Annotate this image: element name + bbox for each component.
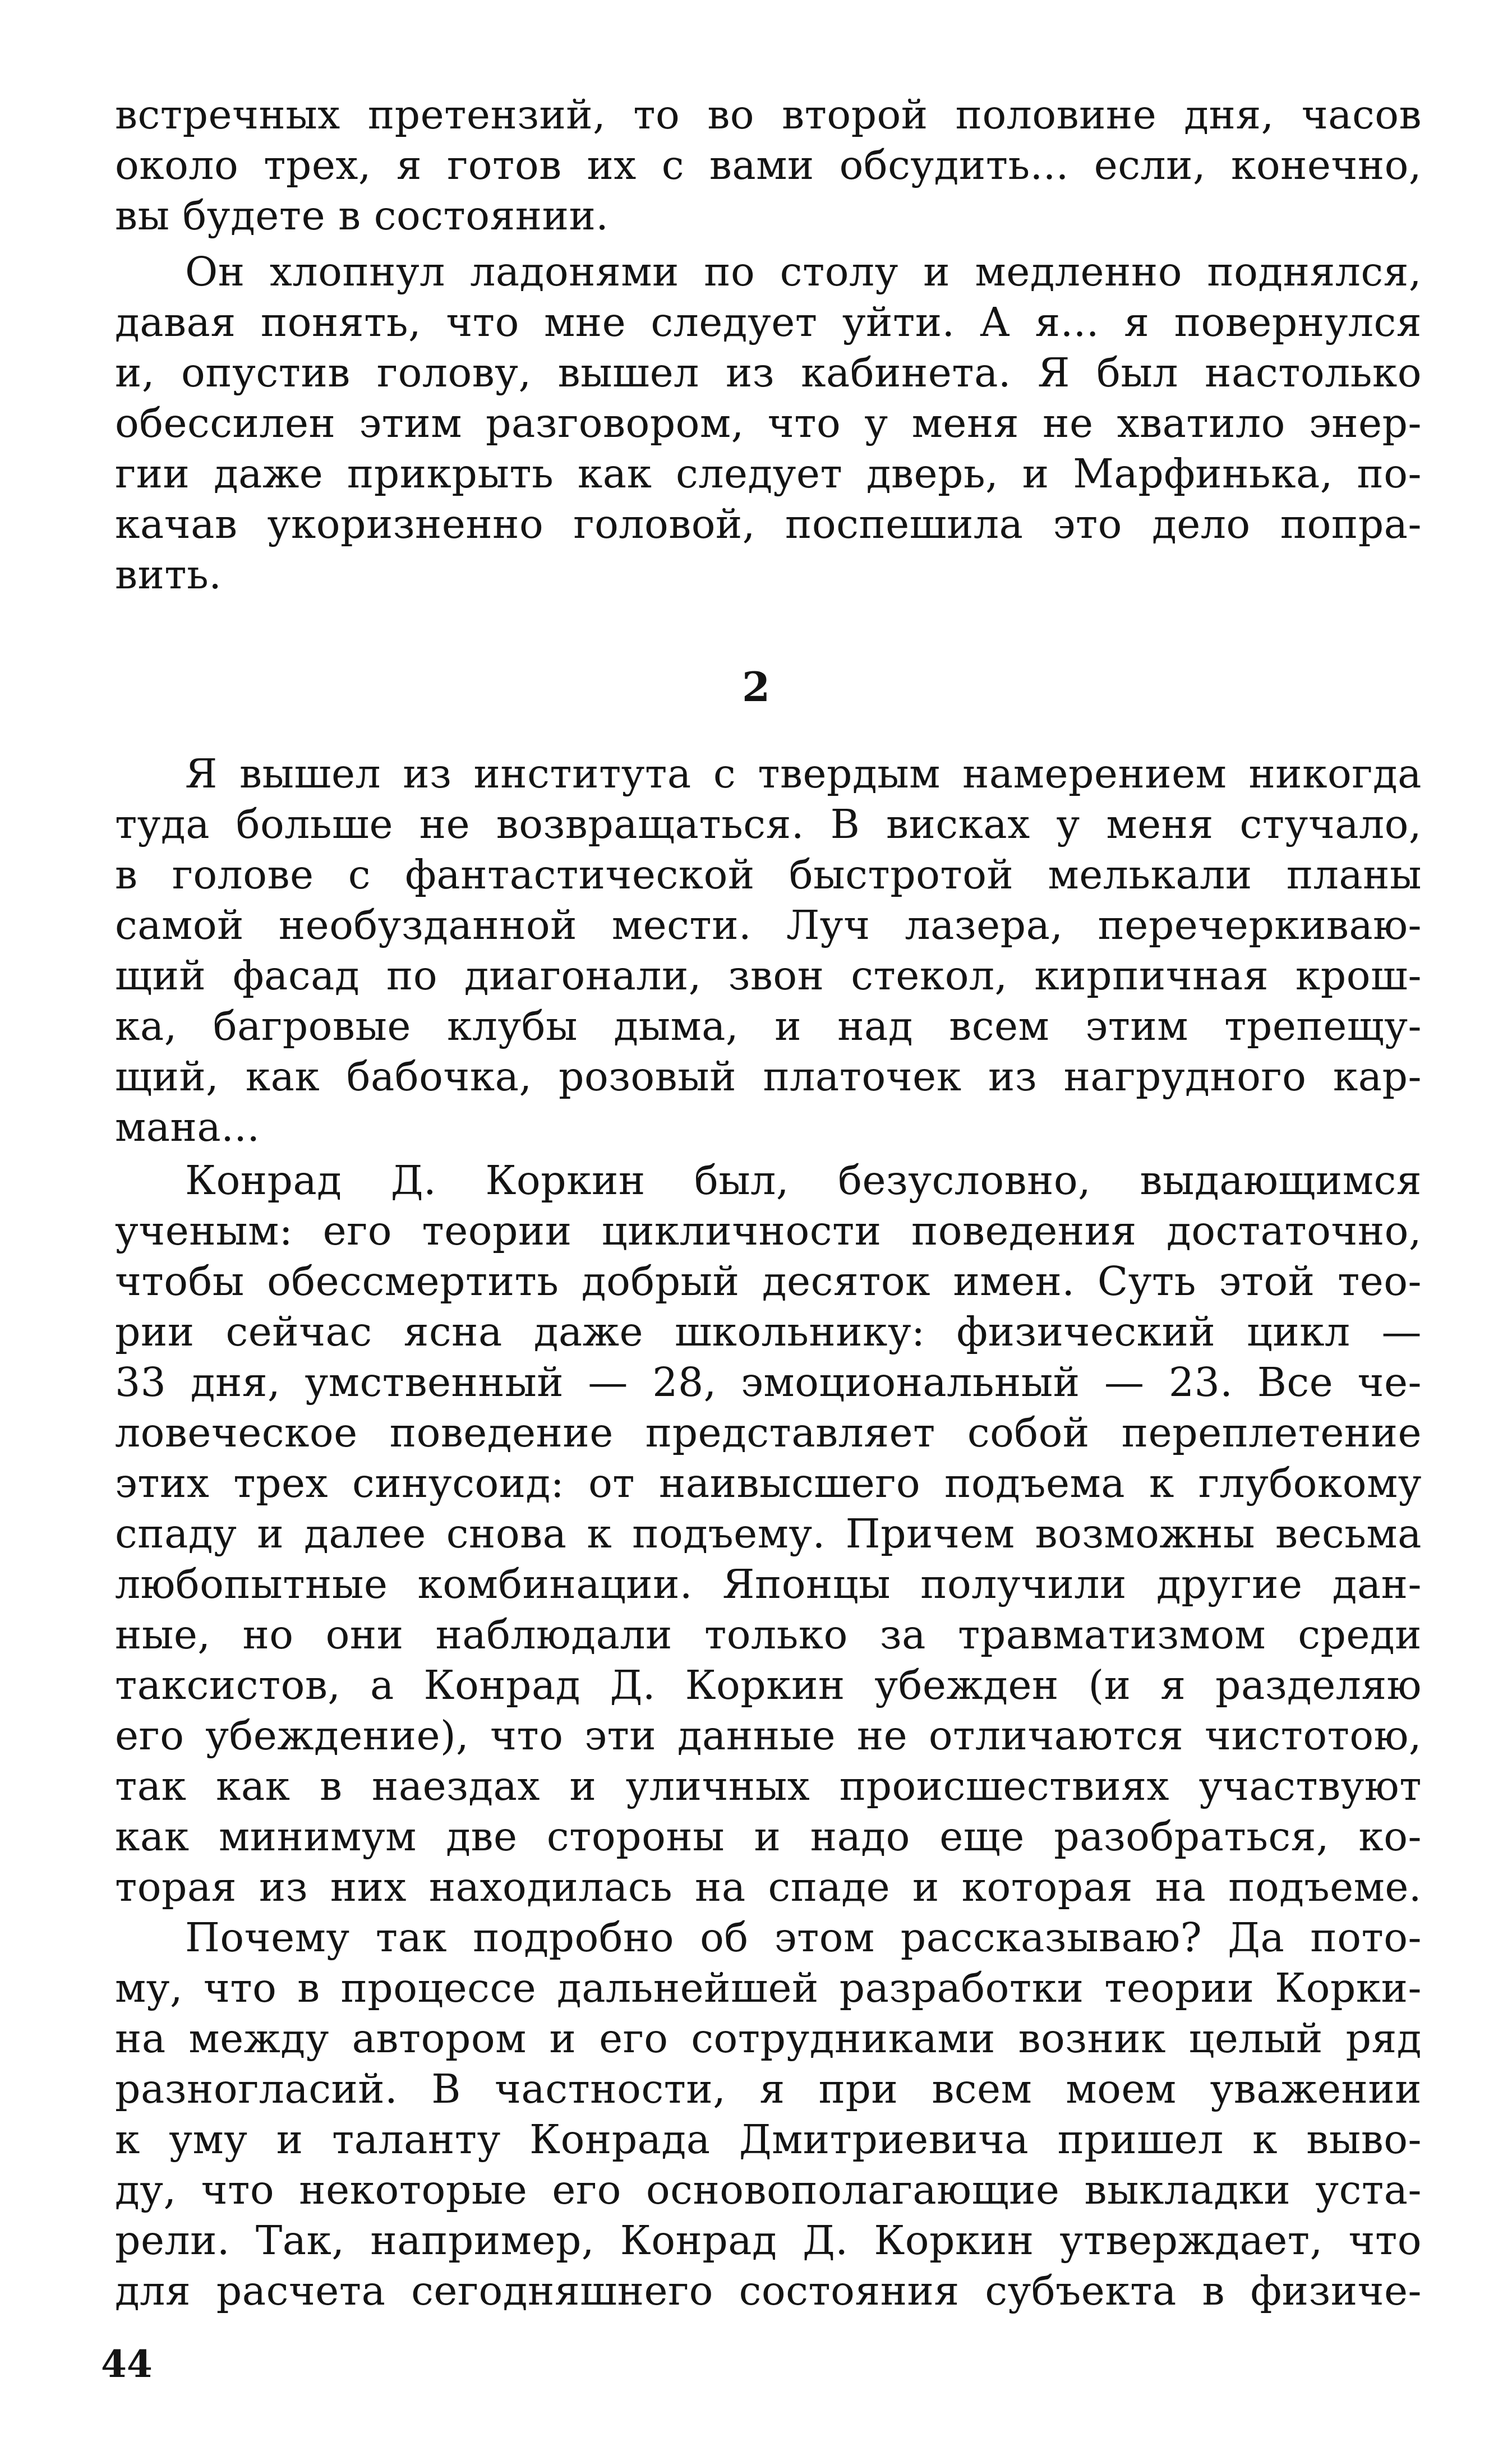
text-line: гии даже прикрыть как следует дверь, и Марфинька, по-: [115, 450, 1422, 497]
text-line: туда больше не возвращаться. В висках у меня стучало,: [115, 801, 1422, 847]
text-line: 33 дня, умственный — 28, эмоциональный — 23. Все че-: [115, 1359, 1422, 1406]
text-line: Почему так подробно об этом рассказываю? Да пото-: [185, 1914, 1422, 1961]
text-line: ду, что некоторые его основополагающие выкладки уста-: [115, 2167, 1422, 2213]
text-line: так как в наездах и уличных происшествиях участвуют: [115, 1763, 1422, 1809]
text-line: Конрад Д. Коркин был, безусловно, выдающимся: [185, 1157, 1422, 1204]
text-line: на между автором и его сотрудниками возник целый ряд: [115, 2015, 1422, 2062]
text-line: мана...: [115, 1104, 260, 1150]
text-line: торая из них находилась на спаде и которая на подъеме.: [115, 1864, 1422, 1910]
text-line: встречных претензий, то во второй половине дня, часов: [115, 91, 1422, 138]
text-line: спаду и далее снова к подъему. Причем возможны весьма: [115, 1510, 1422, 1557]
text-line: давая понять, что мне следует уйти. А я... я повернулся: [115, 299, 1422, 345]
text-line: Я вышел из института с твердым намерением никогда: [185, 750, 1422, 797]
text-line: около трех, я готов их с вами обсудить... если, конечно,: [115, 142, 1422, 188]
section-number: 2: [741, 663, 771, 711]
text-line: вы будете в состоянии.: [115, 192, 609, 239]
text-line: ловеческое поведение представляет собой переплетение: [115, 1409, 1422, 1456]
text-line: качав укоризненно головой, поспешила это дело попра-: [115, 501, 1422, 547]
text-line: в голове с фантастической быстротой мелькали планы: [115, 851, 1422, 898]
text-line: и, опустив голову, вышел из кабинета. Я был настолько: [115, 349, 1422, 396]
text-line: для расчета сегодняшнего состояния субъекта в физиче-: [115, 2268, 1422, 2314]
text-line: вить.: [115, 551, 222, 598]
text-line: к уму и таланту Конрада Дмитриевича пришел к выво-: [115, 2116, 1422, 2163]
text-line: его убеждение), что эти данные не отличаются чистотою,: [115, 1712, 1422, 1759]
text-line: обессилен этим разговором, что у меня не хватило энер-: [115, 400, 1422, 446]
text-line: рели. Так, например, Конрад Д. Коркин утверждает, что: [115, 2217, 1422, 2264]
text-line: этих трех синусоид: от наивысшего подъема к глубокому: [115, 1460, 1422, 1506]
text-line: разногласий. В частности, я при всем моем уважении: [115, 2066, 1422, 2112]
text-line: чтобы обессмертить добрый десяток имен. Суть этой тео-: [115, 1258, 1422, 1305]
text-line: самой необузданной мести. Луч лазера, перечеркиваю-: [115, 902, 1422, 948]
text-line: ка, багровые клубы дыма, и над всем этим трепещу-: [115, 1003, 1422, 1049]
text-line: рии сейчас ясна даже школьнику: физический цикл —: [115, 1309, 1422, 1355]
text-line: любопытные комбинации. Японцы получили другие дан-: [115, 1561, 1422, 1607]
text-line: ные, но они наблюдали только за травматизмом среди: [115, 1611, 1422, 1658]
text-line: му, что в процессе дальнейшей разработки теории Корки-: [115, 1965, 1422, 2011]
text-line: таксистов, а Конрад Д. Коркин убежден (и я разделяю: [115, 1662, 1422, 1708]
text-line: щий, как бабочка, розовый платочек из нагрудного кар-: [115, 1053, 1422, 1100]
text-line: Он хлопнул ладонями по столу и медленно поднялся,: [185, 248, 1422, 295]
page-number: 44: [101, 2342, 153, 2386]
text-line: ученым: его теории цикличности поведения достаточно,: [115, 1208, 1422, 1254]
text-line: как минимум две стороны и надо еще разобраться, ко-: [115, 1813, 1422, 1860]
text-line: щий фасад по диагонали, звон стекол, кирпичная крош-: [115, 952, 1422, 999]
